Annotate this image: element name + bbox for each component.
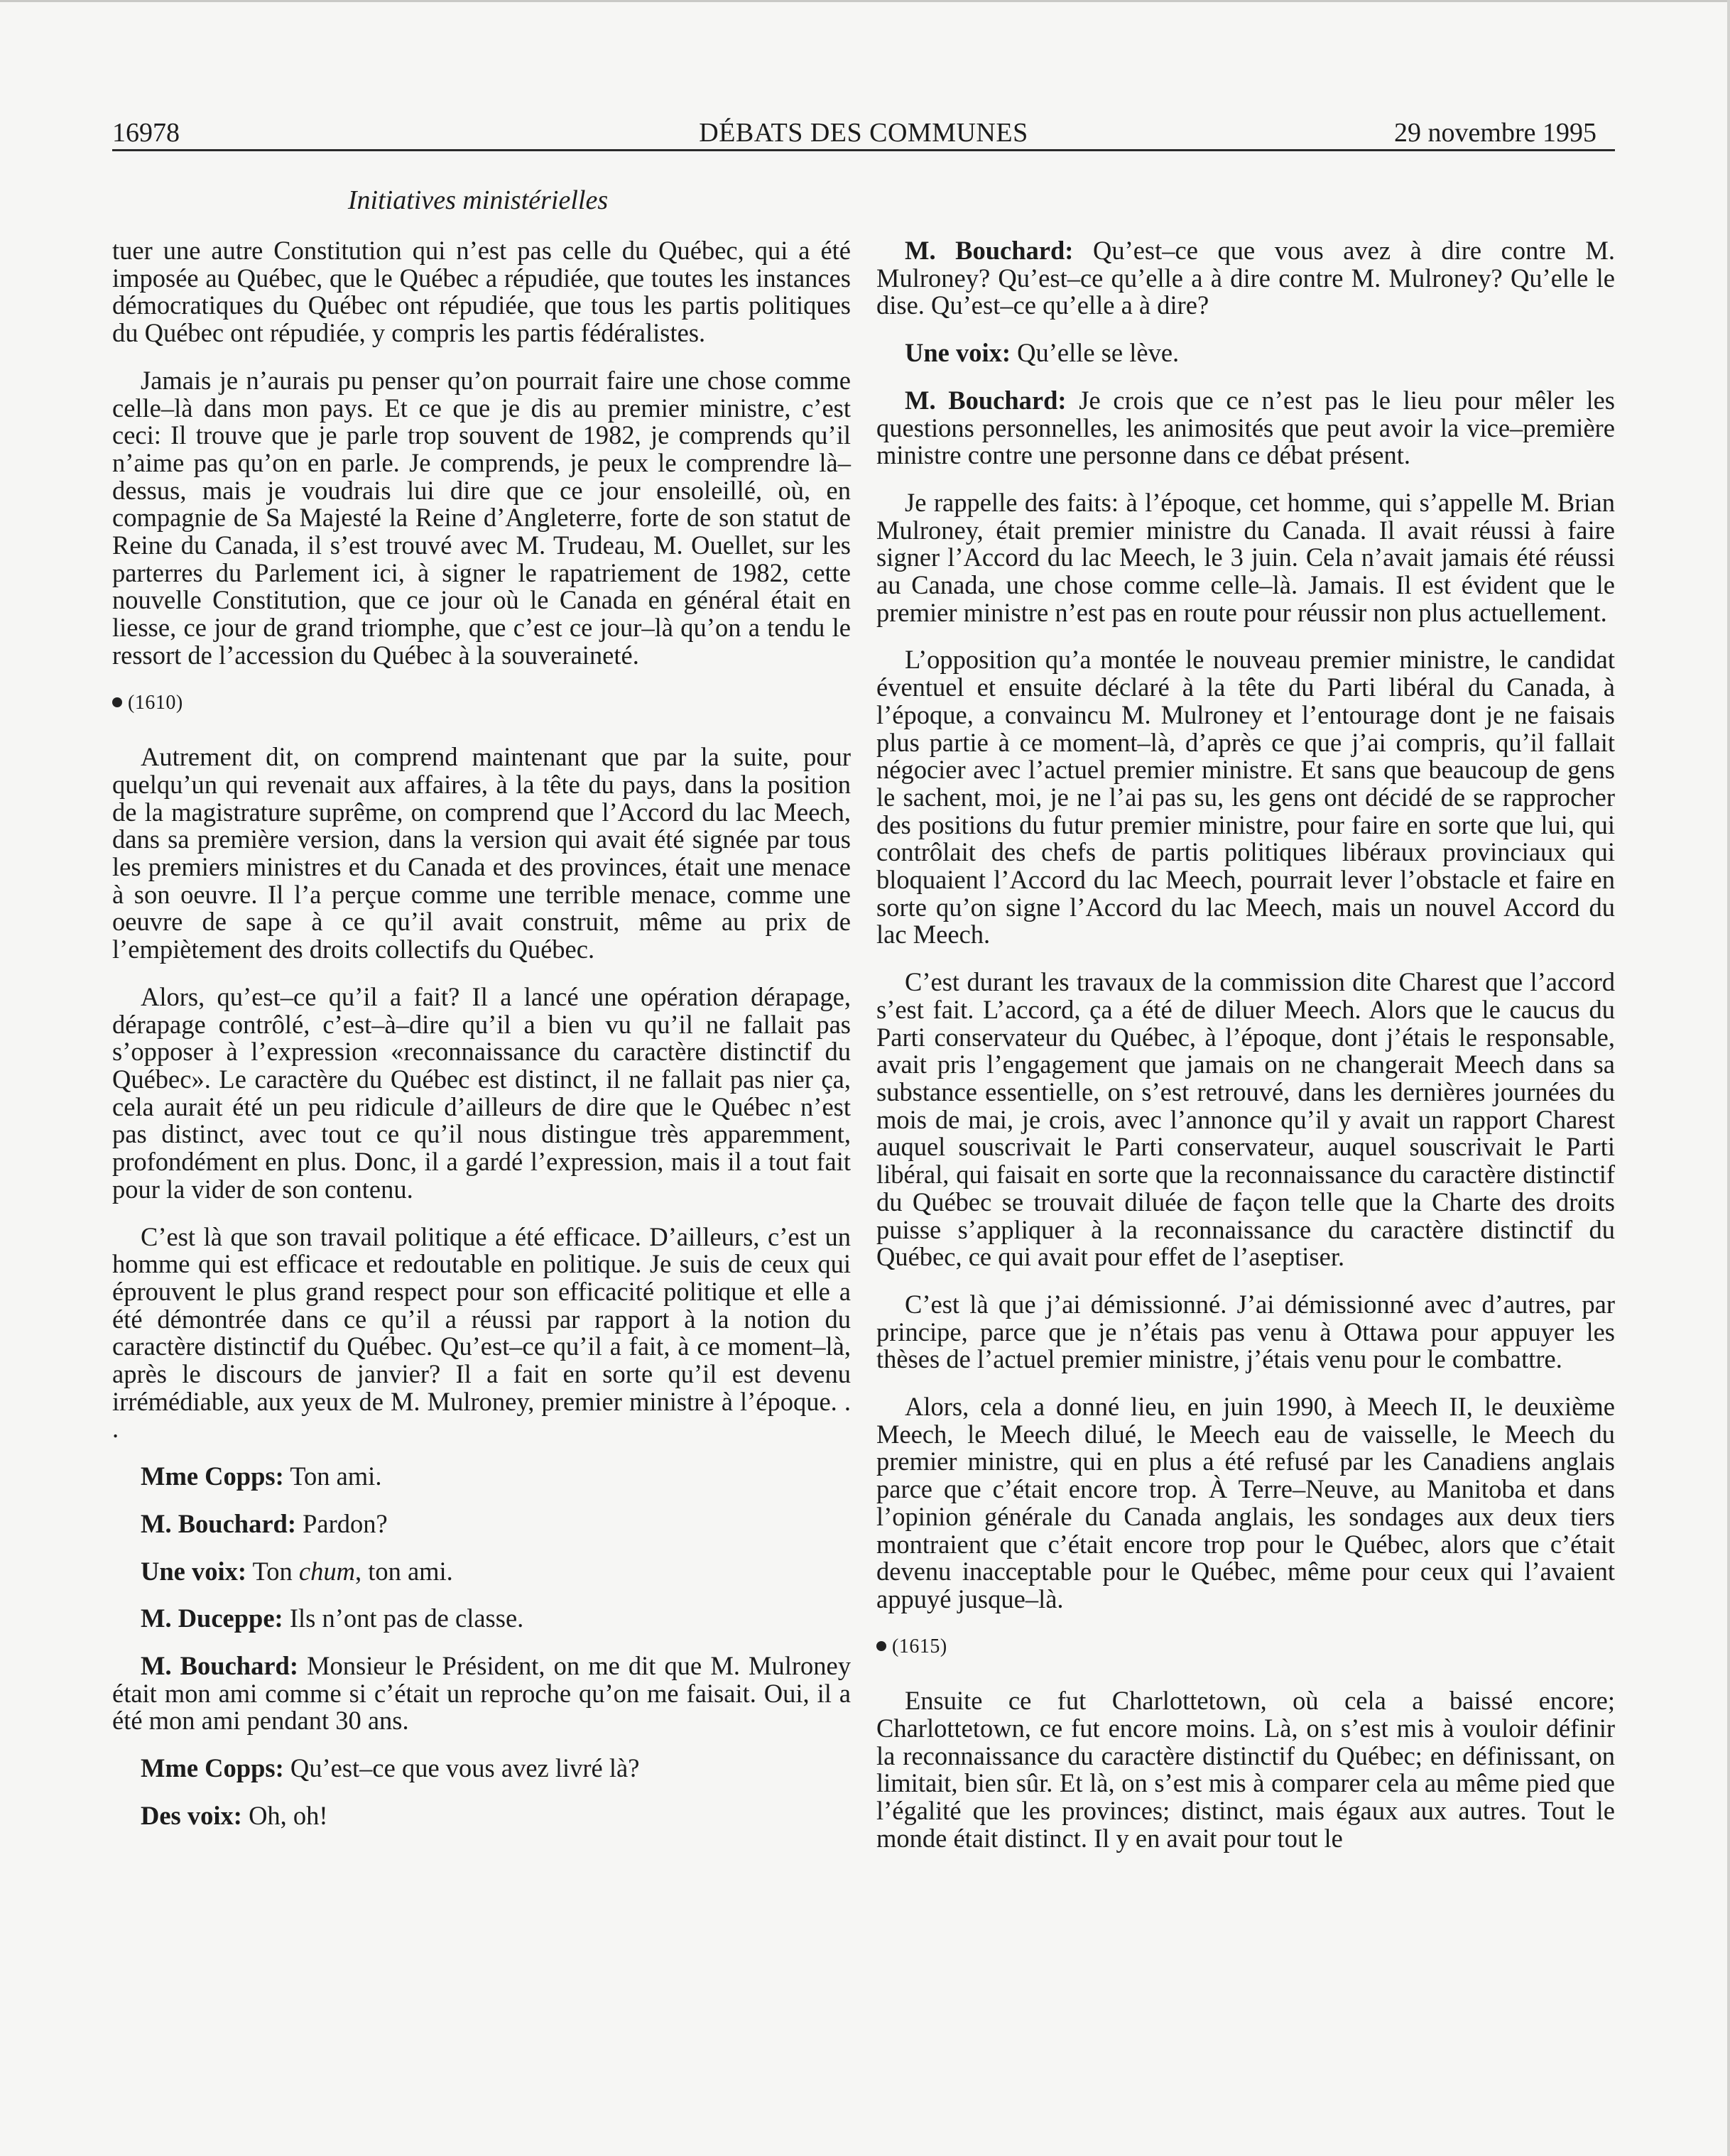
speech-text: Oh, oh! [249,1800,328,1830]
section-title: Initiatives ministérielles [347,185,609,215]
paragraph: C’est là que son travail politique a été efficace. D’ailleurs, c’est un homme qui est efficace et redoutable en politique. Je suis de ceux qui éprouvent le plus grand respect pour son efficacité politique et elle a été démontrée dans ce qu’il a réussi par rapport à la notion du caractère distinctif du Québec. Qu’est–ce qu’il a fait, à ce moment–là, après le discours de janvier? Il a fait en sorte qu’il est devenu irrémédiable, aux yeux de M. Mulroney, premier ministre à l’époque. . . [112,1221,851,1444]
speaker-name: Mme Copps: [141,1753,284,1783]
speech [112,1558,851,1586]
time-marker-label: (1610) [128,691,183,714]
speaker-name: M. Bouchard: [141,1650,298,1680]
speech-text: Monsieur le Président, on me dit que M. Mulroney était mon ami comme si c’était un reproche qu’on me faisait. Oui, il a été mon ami pendant 30 ans. [112,1650,851,1736]
speech [876,339,1615,367]
speaker-name: M. Bouchard: [141,1508,296,1538]
speaker-name: M. Bouchard: [905,236,1074,265]
speech-text: Ton ami. [290,1461,382,1491]
speaker-name: Une voix: [141,1556,247,1586]
speech [112,1605,851,1633]
left-column [112,237,851,1849]
speech [112,1802,851,1830]
running-header [112,105,1615,151]
publication-title: DÉBATS DES COMMUNES [699,118,1028,148]
paragraph: Alors, qu’est–ce qu’il a fait? Il a lancé une opération dérapage, dérapage contrôlé, c’est–à–dire qu’il a bien vu qu’il ne fallait pas s’opposer à l’expression «reconnaissance du caractère distinctif du Québec». Le caractère du Québec est distinct, il ne fallait pas nier ça, cela aurait été un peu ridicule d’ailleurs de dire que le Québec n’est pas distinct, avec tout ce qu’il nous distingue très apparemment, profondément en plus. Donc, il a gardé l’expression, mais il a tout fait pour la vider de son contenu. [112,981,851,1204]
right-column [876,237,1615,1873]
time-marker-label: (1615) [892,1635,947,1657]
speech-text: Qu’elle se lève. [1017,338,1180,368]
speech-text: Qu’est–ce que vous avez livré là? [290,1753,640,1783]
bullet-icon [112,697,122,707]
paragraph: Jamais je n’aurais pu penser qu’on pourrait faire une chose comme celle–là dans mon pays. Et ce que je dis au premier ministre, c’est ceci: Il trouve que je parle trop souvent de 1982, je comprends qu’il n’aime pas qu’on en parle. Je comprends, je peux le comprendre là–dessus, mais je voudrais lui dire que ce jour ensoleillé, où, en compagnie de Sa Majesté la Reine d’Angleterre, forte de son statut de Reine du Canada, il s’est trouvé avec M. Trudeau, M. Ouellet, sur les parterres du Parlement ici, à signer le rapatriement de 1982, cette nouvelle Constitution, que ce jour où le Canada en général était en liesse, ce jour de grand triomphe, que c’est ce jour–là qu’on a tendu le ressort de l’accession du Québec à la souveraineté. [112,365,851,670]
speech-text: Je crois que ce n’est pas le lieu pour mêler les questions personnelles, les animosités que peut avoir la vice–première ministre contre une personne dans ce débat présent. [876,385,1615,470]
paragraph: Je rappelle des faits: à l’époque, cet homme, qui s’appelle M. Brian Mulroney, était premier ministre du Canada. Il avait réussi à faire signer l’Accord du lac Meech, le 3 juin. Cela n’avait jamais été réussi au Canada, une chose comme celle–là. Jamais. Il est évident que le premier ministre n’est pas en route pour réussir non plus actuellement. [876,487,1615,627]
speaker-name: Des voix: [141,1800,242,1830]
paragraph: L’opposition qu’a montée le nouveau premier ministre, le candidat éventuel et ensuite déclaré à la tête du Parti libéral du Canada, à l’époque, a convaincu M. Mulroney et l’entourage dont je ne faisais plus partie à ce moment–là, d’après ce que j’ai compris, qu’il fallait négocier avec l’actuel premier ministre. Et sans que beaucoup de gens le sachent, moi, je ne l’ai pas su, les gens ont décidé de se rapprocher des positions du futur premier ministre, pour faire en sorte que lui, qui contrôlait des chefs de partis politiques libéraux provinciaux qui bloquaient l’Accord du lac Meech, pourrait lever l’obstacle et faire en sorte qu’on signe l’Accord du lac Meech, mais un nouvel Accord du lac Meech. [876,645,1615,949]
speech [112,1755,851,1782]
paragraph: C’est là que j’ai démissionné. J’ai démissionné avec d’autres, par principe, parce que je n’étais pas venu à Ottawa pour appuyer les thèses de l’actuel premier ministre, j’étais venu pour le combattre. [876,1289,1615,1374]
speaker-name: Une voix: [905,338,1011,368]
speech-text: Pardon? [303,1508,388,1538]
paragraph: tuer une autre Constitution qui n’est pas celle du Québec, qui a été imposée au Québec, que le Québec a répudiée, que toutes les instances démocratiques du Québec ont répudiée, que tous les partis politiques du Québec ont répudiée, y compris les partis fédéralistes. [112,236,851,348]
bullet-icon [876,1641,886,1651]
speech [876,387,1615,469]
speech [112,1463,851,1491]
speech-text: Ils n’ont pas de classe. [289,1604,524,1633]
page-number: 16978 [112,118,180,148]
speaker-name: M. Duceppe: [141,1604,283,1633]
speaker-name: Mme Copps: [141,1461,284,1491]
speech-text: Ton [252,1556,293,1586]
time-marker [876,1633,1615,1661]
speaker-name: M. Bouchard: [905,385,1067,415]
paragraph: Alors, cela a donné lieu, en juin 1990, à Meech II, le deuxième Meech, le Meech dilué, le Meech eau de vaisselle, le Meech du premier ministre, qui en plus a été refusé par les Canadiens anglais parce que c’était encore trop. À Terre–Neuve, au Manitoba et dans l’opinion générale du Canada anglais, les sondages aux deux tiers montraient que c’était encore trop pour le Québec, alors que c’était devenu inacceptable pour le Québec, même pour ceux qui l’avaient appuyé jusque–là. [876,1392,1615,1613]
speech-text: Qu’est–ce que vous avez à dire contre M. Mulroney? Qu’est–ce qu’elle a à dire contre M. Mulroney? Qu’elle le dise. Qu’est–ce qu’elle a à dire? [876,236,1615,320]
paragraph: Autrement dit, on comprend maintenant que par la suite, pour quelqu’un qui revenait aux affaires, à la tête du pays, dans la position de la magistrature suprême, on comprend que l’Accord du lac Meech, dans sa première version, dans la version qui avait été signée par tous les premiers ministres et du Canada et des provinces, était une menace à son oeuvre. Il l’a perçue comme une terrible menace, comme une oeuvre de sape à ce qu’il avait construit, même au prix de l’empiètement des droits collectifs du Québec. [112,742,851,964]
time-marker [112,690,851,717]
paragraph: Ensuite ce fut Charlottetown, où cela a baissé encore; Charlottetown, ce fut encore moins. Là, on s’est mis à vouloir définir la reconnaissance du caractère distinctif du Québec; en définissant, on limitait, bien sûr. Et là, on s’est mis à comparer cela au même pied que l’égalité que les provinces; distinct, mais égaux aux autres. Tout le monde était distinct. Il y en avait pour tout le [876,1686,1615,1853]
page-edge-top [0,0,1730,2]
page-edge-right [1727,0,1730,2156]
speech-text-italic: chum [298,1556,355,1586]
speech-text: , ton ami. [354,1556,453,1586]
publication-date: 29 novembre 1995 [1394,118,1596,148]
speech [876,237,1615,320]
speech [112,1650,851,1736]
paragraph: C’est durant les travaux de la commission dite Charest que l’accord s’est fait. L’accord, ça a été de diluer Meech. Alors que le caucus du Parti conservateur du Québec, à l’époque, dont j’étais le responsable, avait pris l’engagement que jamais on ne changerait Meech dans sa substance essentielle, on s’est retrouvé, dans les dernières journées du mois de mai, je crois, avec l’annonce qu’il y avait un rapport Charest auquel souscrivait le Parti conservateur, auquel souscrivait le Parti libéral, qui faisait en sorte que la reconnaissance du caractère distinctif du Québec se trouvait diluée de façon telle que la Charte des droits puisse s’appliquer à la reconnaissance du caractère distinctif du Québec, ce qui avait pour effet de l’aseptiser. [876,967,1615,1272]
speech [112,1510,851,1538]
